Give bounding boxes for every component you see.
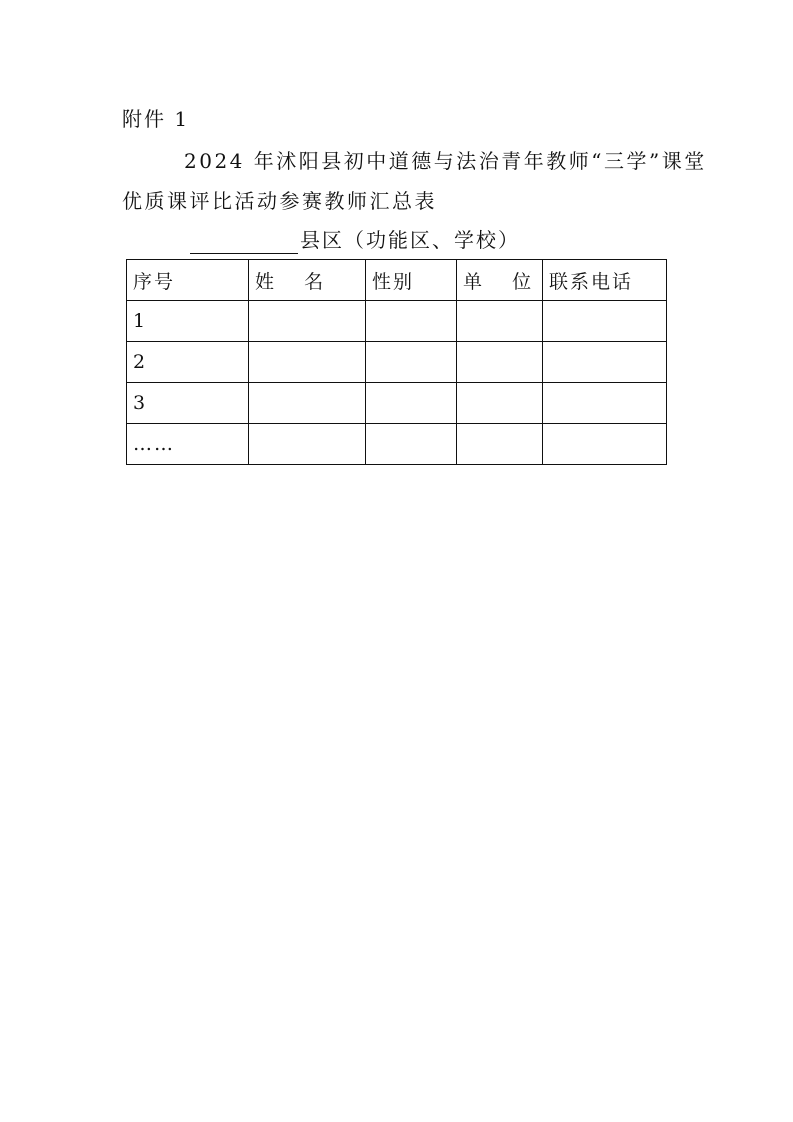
cell-name[interactable] [249, 424, 366, 465]
cell-unit[interactable] [457, 301, 543, 342]
header-serial-number: 序号 [127, 260, 249, 301]
participant-table [126, 259, 667, 465]
cell-serial-number: 2 [127, 342, 249, 383]
district-label: 县区（功能区、学校） [300, 228, 520, 252]
table-row [127, 301, 667, 342]
cell-phone[interactable] [543, 383, 667, 424]
document-title [122, 141, 707, 221]
cell-unit[interactable] [457, 342, 543, 383]
district-blank-line[interactable] [190, 231, 298, 254]
table-row [127, 424, 667, 465]
cell-phone[interactable] [543, 301, 667, 342]
cell-gender[interactable] [366, 301, 457, 342]
table-header-row [127, 260, 667, 301]
title-line-2: 优质课评比活动参赛教师汇总表 [122, 189, 437, 213]
cell-serial-number: 3 [127, 383, 249, 424]
district-field [190, 226, 520, 254]
cell-phone[interactable] [543, 342, 667, 383]
header-name: 姓 名 [249, 260, 366, 301]
cell-unit[interactable] [457, 424, 543, 465]
attachment-label: 附件 1 [122, 107, 190, 131]
table-row [127, 383, 667, 424]
cell-serial-number: 1 [127, 301, 249, 342]
table-row [127, 342, 667, 383]
cell-name[interactable] [249, 383, 366, 424]
cell-name[interactable] [249, 301, 366, 342]
cell-phone[interactable] [543, 424, 667, 465]
title-line-1: 2024 年沭阳县初中道德与法治青年教师“三学”课堂 [184, 149, 707, 173]
header-gender: 性别 [366, 260, 457, 301]
header-phone: 联系电话 [543, 260, 667, 301]
cell-name[interactable] [249, 342, 366, 383]
cell-gender[interactable] [366, 342, 457, 383]
header-unit: 单 位 [457, 260, 543, 301]
cell-gender[interactable] [366, 383, 457, 424]
cell-unit[interactable] [457, 383, 543, 424]
cell-serial-number: …… [127, 424, 249, 465]
cell-gender[interactable] [366, 424, 457, 465]
